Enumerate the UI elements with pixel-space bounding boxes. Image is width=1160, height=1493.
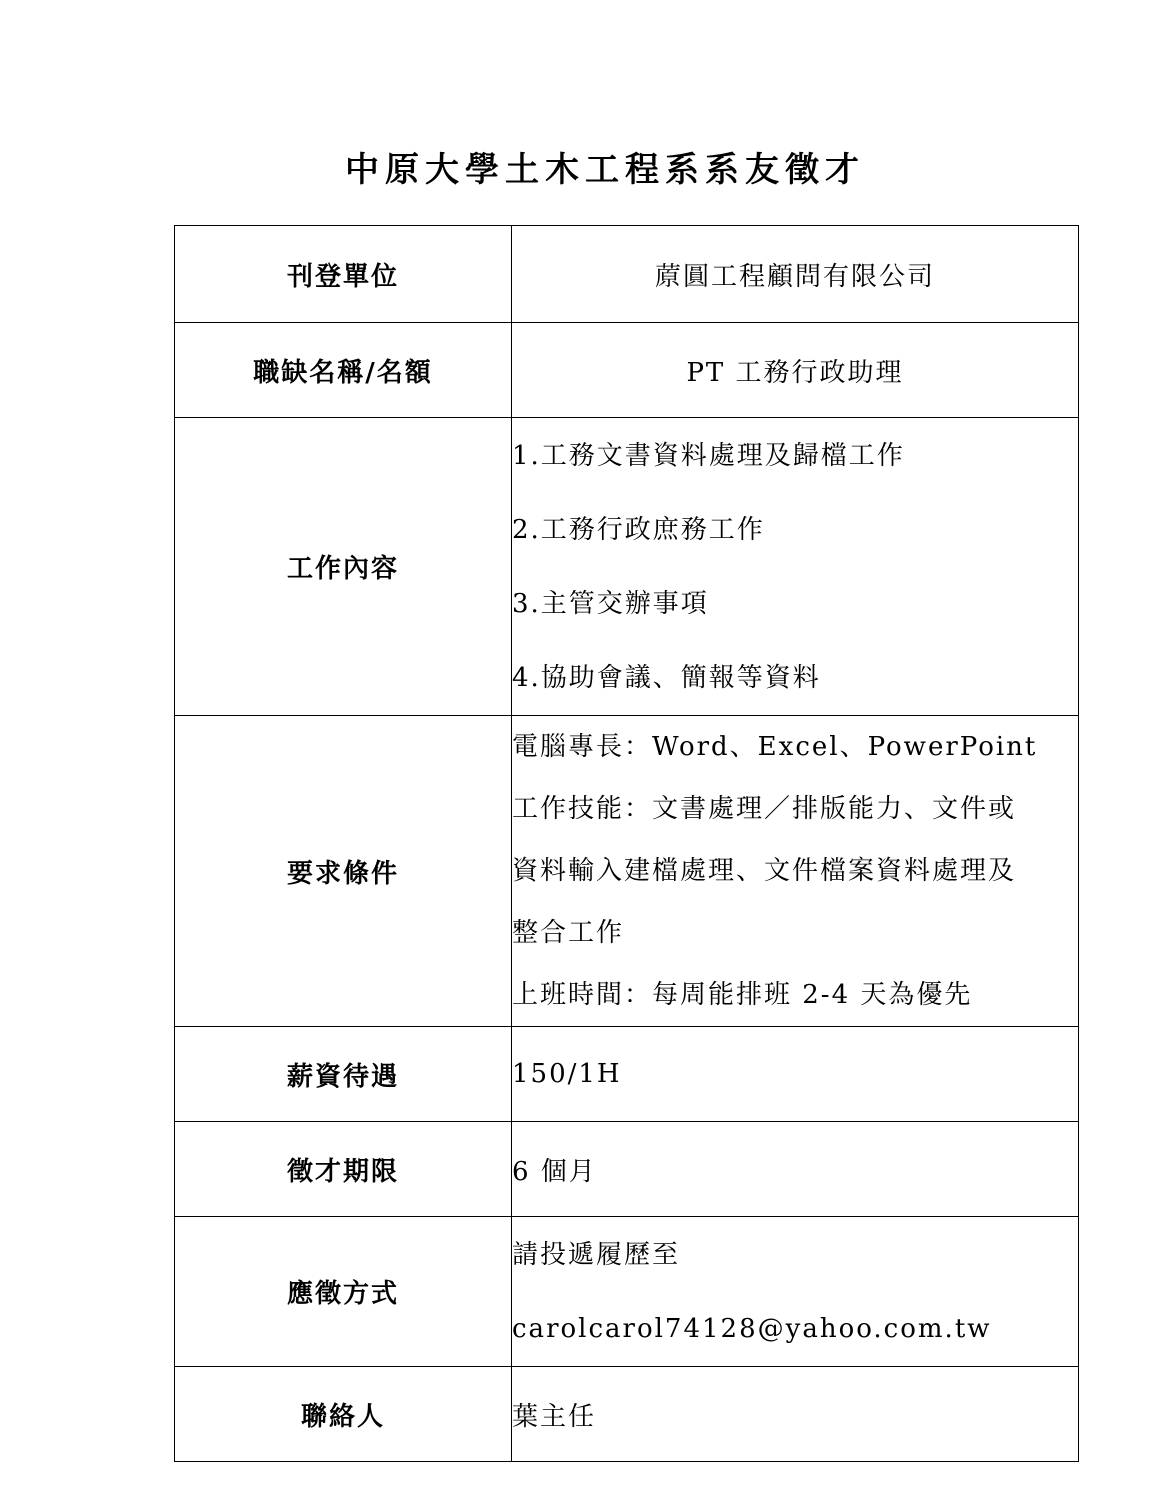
- table-row-salary: [175, 1027, 1079, 1122]
- list-item: 整合工作: [512, 918, 625, 948]
- contact-value: 葉主任: [512, 1367, 1079, 1462]
- publisher-value: 蒝圓工程顧問有限公司: [512, 226, 1079, 323]
- requirements-label: 要求條件: [175, 716, 512, 1027]
- list-item: 資料輸入建檔處理、文件檔案資料處理及: [512, 856, 1017, 886]
- list-item: 上班時間：每周能排班 2-4 天為優先: [512, 980, 973, 1010]
- list-item: 1.工務文書資料處理及歸檔工作: [512, 440, 905, 471]
- period-value: 6 個月: [512, 1122, 1079, 1217]
- apply-info: [512, 1217, 1079, 1367]
- apply-instruction: 請投遞履歷至: [512, 1239, 681, 1270]
- duties-label: 工作內容: [175, 418, 512, 716]
- position-label: 職缺名稱/名額: [175, 323, 512, 418]
- period-label: 徵才期限: [175, 1122, 512, 1217]
- list-item: 2.工務行政庶務工作: [512, 514, 765, 545]
- table-row-position: [175, 323, 1079, 418]
- table-row-requirements: [175, 716, 1079, 1027]
- requirements-list: [512, 716, 1079, 1027]
- job-table: [174, 225, 1079, 1462]
- page-title: 中原大學土木工程系系友徵才: [345, 150, 865, 190]
- table-row-contact: [175, 1367, 1079, 1462]
- table-row-duties: [175, 418, 1079, 716]
- publisher-label: 刊登單位: [175, 226, 512, 323]
- table-row-publisher: [175, 226, 1079, 323]
- apply-label: 應徵方式: [175, 1217, 512, 1367]
- table-row-apply: [175, 1217, 1079, 1367]
- list-item: 電腦專長：Word、Excel、PowerPoint: [512, 732, 1038, 762]
- duties-list: [512, 418, 1079, 716]
- contact-label: 聯絡人: [175, 1367, 512, 1462]
- salary-value: 150/1H: [512, 1027, 1079, 1122]
- salary-label: 薪資待遇: [175, 1027, 512, 1122]
- table-row-period: [175, 1122, 1079, 1217]
- list-item: 工作技能：文書處理／排版能力、文件或: [512, 794, 1017, 824]
- list-item: 4.協助會議、簡報等資料: [512, 662, 821, 693]
- position-value: PT 工務行政助理: [512, 323, 1079, 418]
- email-address: carolcarol74128@yahoo.com.tw: [512, 1313, 992, 1344]
- list-item: 3.主管交辦事項: [512, 588, 709, 619]
